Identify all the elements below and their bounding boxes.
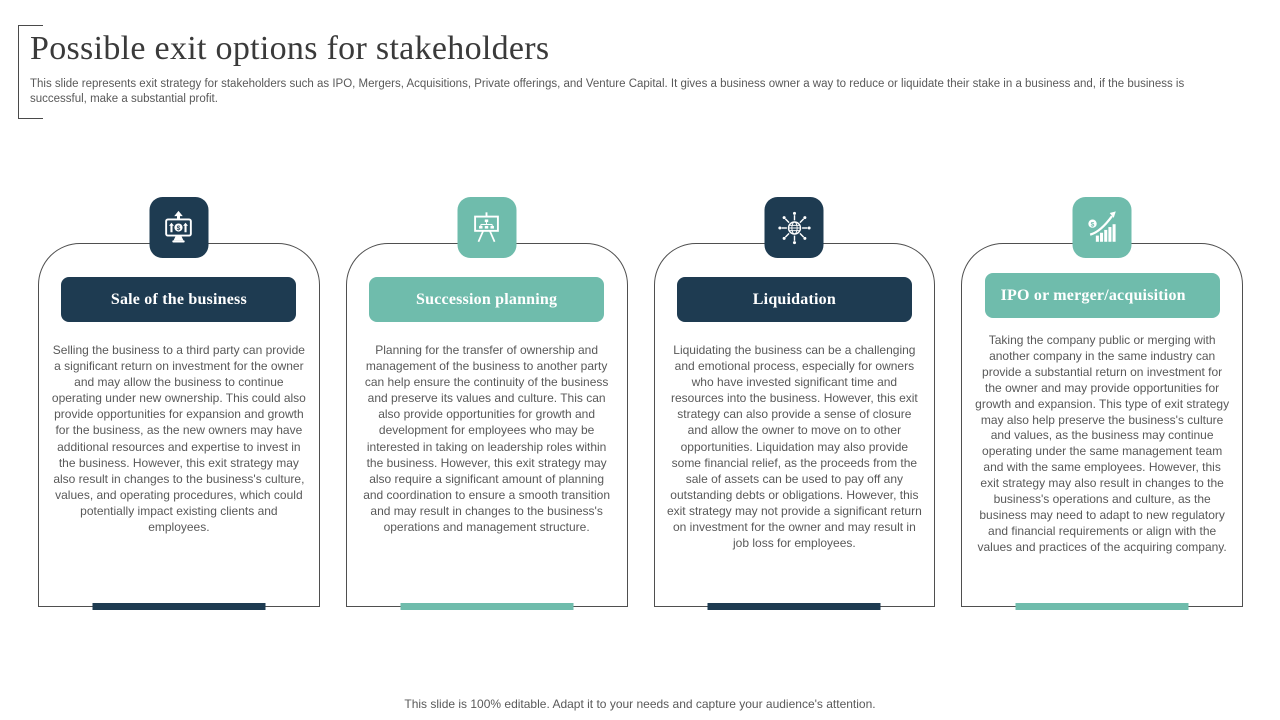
card-body-text: Planning for the transfer of ownership and management of the business to another party can help ensure the continuity of the business and preserve its values and culture. This can also provide opportunities for growth and development for employees who may be interested in taking on leadership roles within the business. However, this exit strategy may also require a significant amount of planning and coordination to ensure a smooth transition and may result in changes to the business's operations and management structure.: [363, 343, 611, 535]
card-accent-bar: [1016, 603, 1189, 610]
card-title: IPO or merger/acquisition: [985, 273, 1220, 318]
network-hub-icon: [765, 197, 824, 258]
card-panel: [654, 243, 936, 607]
card-accent-bar: [92, 603, 265, 610]
card-title: Liquidation: [677, 277, 912, 322]
page-subtitle: This slide represents exit strategy for stakeholders such as IPO, Mergers, Acquisitions, Private offerings, and Venture Capital. It gives a business owner a way to reduce or liquidate their stake in a business and, if the business is successful, make a substantial profit.: [30, 78, 1185, 106]
card-body-text: Liquidating the business can be a challenging and emotional process, especially for owners who have invested significant time and resources into the business. However, this exit strategy can also provide a sense of closure and allow the owner to move on to other opportunities. Liquidation may also provide some financial relief, as the proceeds from the sale of assets can be used to pay off any outstanding debts or obligations. However, this exit strategy may not provide a significant return on investment for the owner and may result in job loss for employees.: [666, 343, 922, 551]
editable-footer-note: This slide is 100% editable. Adapt it to your needs and capture your audience's attention.: [404, 697, 876, 711]
card-accent-bar: [400, 603, 573, 610]
card-body-text: Selling the business to a third party can provide a significant return on investment for the owner and may allow the business to continue operating under new ownership. This could also provide opportunities for expansion and growth for the business, as the new owners may have additional resources and expertise to invest in the business. However, this exit strategy may also result in changes to the business's culture, values, and operating procedures, which could potentially impact existing clients and employees.: [51, 343, 306, 535]
card-accent-bar: [708, 603, 881, 610]
cards-row: [38, 197, 1243, 607]
card-panel: [961, 243, 1243, 607]
card-body-text: Taking the company public or merging with another company in the same industry can provide a substantial return on investment for the owner and may provide opportunities for growth and expansion. This type of exit strategy may also help preserve the business's culture and values, as the business may continue operating under the same management team and with the same employees. However, this exit strategy may also result in changes to the business's operations and culture, as the business may need to adapt to new regulatory and financial requirements or align with the values and practices of the acquiring company.: [975, 333, 1230, 554]
card-liquidation: [654, 197, 936, 607]
card-title: Sale of the business: [61, 277, 296, 322]
card-panel: [38, 243, 320, 607]
card-sale-of-business: [38, 197, 320, 607]
svg-text:$: $: [1090, 220, 1095, 228]
network-hub-icon-svg: [775, 209, 813, 247]
title-block: [30, 30, 1242, 107]
monitor-revenue-icon: [149, 197, 208, 258]
presentation-board-icon-svg: [468, 209, 506, 247]
growth-chart-icon: [1073, 197, 1132, 258]
page-title: Possible exit options for stakeholders: [30, 30, 550, 67]
svg-text:$: $: [177, 224, 181, 232]
card-title: Succession planning: [369, 277, 604, 322]
growth-chart-icon-svg: [1083, 209, 1121, 247]
card-ipo-merger-acquisition: [961, 197, 1243, 607]
card-panel: [346, 243, 628, 607]
card-succession-planning: [346, 197, 628, 607]
presentation-board-icon: [457, 197, 516, 258]
monitor-revenue-icon-svg: [160, 209, 198, 247]
